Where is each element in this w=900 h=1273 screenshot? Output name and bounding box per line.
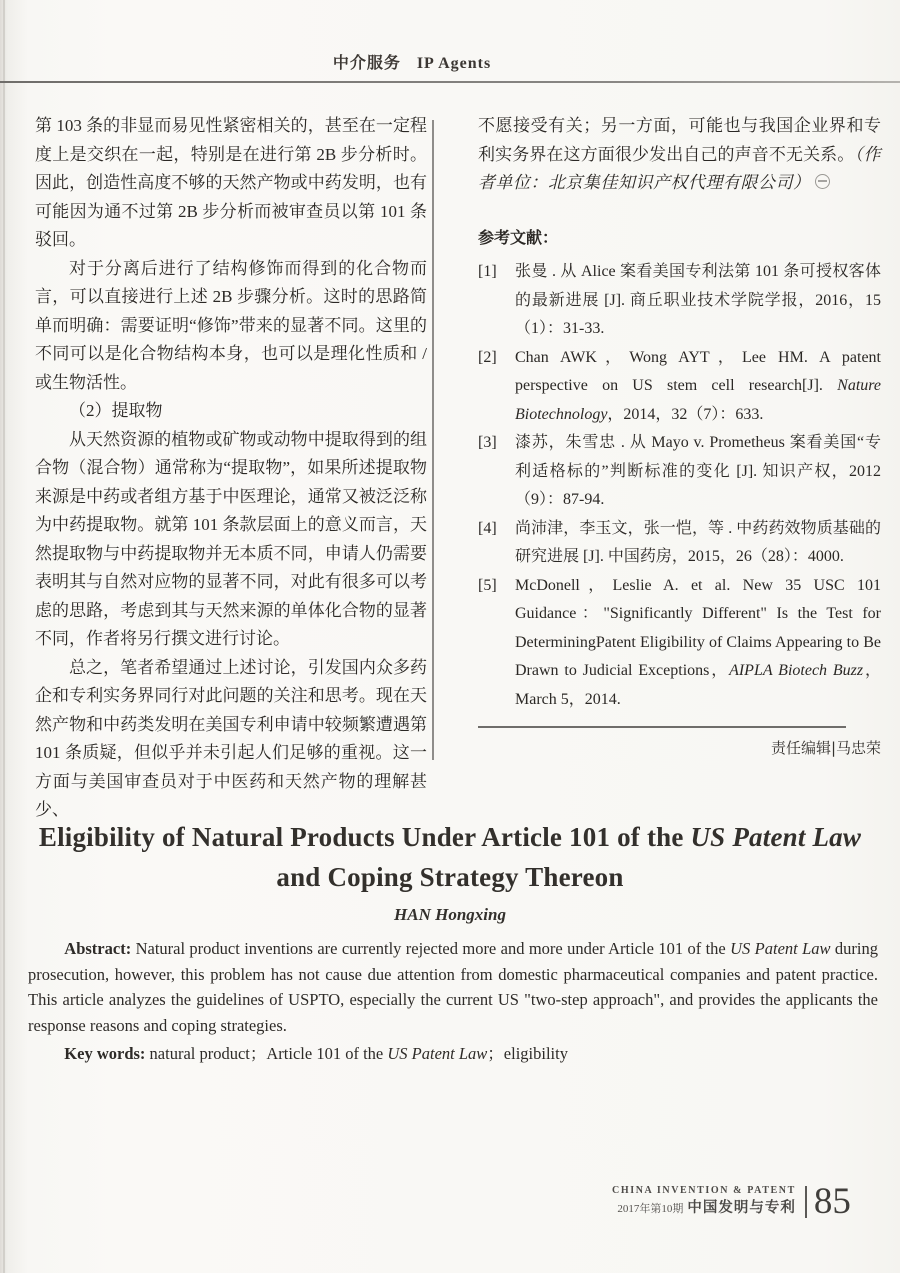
reference-text-italic: AIPLA Biotech Buzz bbox=[729, 662, 864, 679]
reference-text bbox=[515, 258, 881, 344]
body-paragraph: 总之，笔者希望通过上述讨论，引发国内众多药企和专利实务界同行对此问题的关注和思考。现在天然产物和中药类发明在美国专利申请中较频繁遭遇第 101 条质疑，但似乎并未引起人们足够的重视。这一方面与美国审查员对于中医药和天然产物的理解甚少、 bbox=[35, 657, 427, 819]
article-body bbox=[35, 112, 881, 819]
english-title-line1 bbox=[0, 822, 900, 853]
abstract-text: during prosecution, however, this problem has not cause due attention from domestic pharmaceutical companies and patent practice. This article analyzes the guidelines of USPTO, especially the current US "two-step approach", and provides the applicants the response reasons and coping strategies. bbox=[28, 939, 878, 1035]
abstract-paragraph bbox=[28, 936, 878, 1038]
reference-text bbox=[515, 429, 881, 515]
reference-text-part: 尚沛津，李玉文，张一恺，等 . 中药药效物质基础的研究进展 [J]. 中国药房，2015，26（28）：4000. bbox=[515, 519, 881, 565]
reference-item bbox=[478, 429, 881, 515]
footer-divider-bar bbox=[805, 1186, 807, 1218]
editor-rule bbox=[478, 726, 846, 728]
page-header bbox=[0, 50, 862, 73]
body-paragraph: 从天然资源的植物或矿物或动物中提取得到的组合物（混合物）通常称为“提取物”，如果所述提取物来源是中药或者组方基于中医理论，通常又被泛泛称为中药提取物。就第 101 条款层面上的意义而言，天然提取物与中药提取物并无本质不同，申请人仍需要表明其与自然对应物的显著不同，对此有很多可以考虑的思路，考虑到其与天然来源的单体化合物的显著不同，作者将另行撰文进行讨论。 bbox=[35, 429, 427, 648]
right-column bbox=[478, 112, 881, 762]
reference-number: [1] bbox=[478, 263, 497, 280]
reference-item bbox=[478, 258, 881, 344]
english-author: HAN Hongxing bbox=[394, 905, 506, 924]
reference-item bbox=[478, 344, 881, 430]
body-paragraph: 对于分离后进行了结构修饰而得到的化合物而言，可以直接进行上述 2B 步骤分析。这时的思路简单而明确：需要证明“修饰”带来的显著不同。这里的不同可以是化合物结构本身，也可以是理化性质和 / 或生物活性。 bbox=[35, 258, 427, 392]
end-of-article-icon bbox=[815, 174, 830, 189]
english-abstract-block bbox=[28, 936, 878, 1067]
page-footer bbox=[612, 1181, 851, 1222]
body-subheading: （2）提取物 bbox=[69, 401, 163, 420]
keywords-text: ；eligibility bbox=[487, 1044, 568, 1063]
reference-text bbox=[515, 344, 881, 430]
abstract-text-italic: US Patent Law bbox=[730, 939, 831, 958]
references-heading: 参考文献： bbox=[478, 227, 559, 247]
author-affiliation: （作者单位：北京集佳知识产权代理有限公司） bbox=[478, 144, 881, 192]
reference-text-part: 漆苏，朱雪忠 . 从 Mayo v. Prometheus 案看美国“专利适格标的”判断标准的变化 [J]. 知识产权，2012（9）：87-94. bbox=[515, 434, 881, 508]
reference-text-part: ，March 5，2014. bbox=[515, 662, 881, 708]
reference-text-part: 张曼 . 从 Alice 案看美国专利法第 101 条可授权客体的最新进展 [J]. 商丘职业技术学院学报，2016，15（1）：31-33. bbox=[515, 263, 881, 337]
keywords-text: natural product；Article 101 of the bbox=[145, 1044, 388, 1063]
page-number: 85 bbox=[813, 1181, 851, 1222]
english-title-line2: and Coping Strategy Thereon bbox=[276, 862, 624, 892]
keywords-line bbox=[28, 1041, 878, 1067]
abstract-text: Natural product inventions are currently rejected more and more under Article 101 of the bbox=[131, 939, 731, 958]
keywords-text-italic: US Patent Law bbox=[387, 1044, 488, 1063]
footer-issue: 2017年第10期 bbox=[617, 1203, 684, 1216]
footer-journal-name-en: CHINA INVENTION & PATENT bbox=[612, 1184, 796, 1196]
reference-text bbox=[515, 515, 881, 572]
title-text: Eligibility of Natural Products Under Article 101 of the bbox=[38, 822, 691, 852]
title-text-italic: US Patent Law bbox=[690, 822, 862, 852]
header-rule bbox=[0, 81, 900, 83]
reference-text-part: ，2014，32（7）：633. bbox=[607, 405, 764, 423]
abstract-label: Abstract: bbox=[64, 939, 132, 958]
keywords-label: Key words: bbox=[64, 1044, 146, 1063]
left-column bbox=[35, 112, 427, 825]
section-title-en: IP Agents bbox=[416, 55, 492, 72]
footer-journal-info bbox=[612, 1185, 796, 1219]
reference-item bbox=[478, 515, 881, 572]
reference-number: [5] bbox=[478, 576, 497, 594]
editor-note: 责任编辑|马忠荣 bbox=[770, 738, 881, 757]
body-paragraph bbox=[478, 112, 881, 198]
reference-item bbox=[478, 572, 881, 715]
reference-number: [4] bbox=[478, 519, 497, 537]
reference-text-italic: Nature Biotechnology bbox=[515, 377, 881, 423]
section-title-cn: 中介服务 bbox=[332, 53, 401, 72]
body-paragraph: 第 103 条的非显而易见性紧密相关的，甚至在一定程度上是交织在一起，特别是在进行第 2B 步分析时。因此，创造性高度不够的天然产物或中药发明，也有可能因为通不过第 2B 步分析而被审查员以第 101 条驳回。 bbox=[35, 116, 427, 249]
reference-text-part: Chan AWK，Wong AYT，Lee HM. A patent perspective on US stem cell research[J]. bbox=[515, 348, 881, 394]
column-divider bbox=[432, 120, 434, 760]
reference-text bbox=[515, 572, 881, 715]
reference-number: [3] bbox=[478, 434, 497, 451]
footer-journal-line-cn bbox=[612, 1198, 796, 1218]
paragraph-text: 不愿接受有关；另一方面，可能也与我国企业界和专利实务界在这方面很少发出自己的声音不无关系。 bbox=[478, 116, 881, 164]
editor-block bbox=[478, 726, 881, 762]
reference-number: [2] bbox=[478, 348, 497, 366]
footer-journal-name-cn: 中国发明与专利 bbox=[687, 1200, 796, 1217]
reference-text-part: McDonell，Leslie A. et al. New 35 USC 101 Guidance："Significantly Different" Is the Test for DeterminingPatent Eligibility of Claims Appearing to Be Drawn to Judicial Exceptions， bbox=[515, 576, 881, 679]
